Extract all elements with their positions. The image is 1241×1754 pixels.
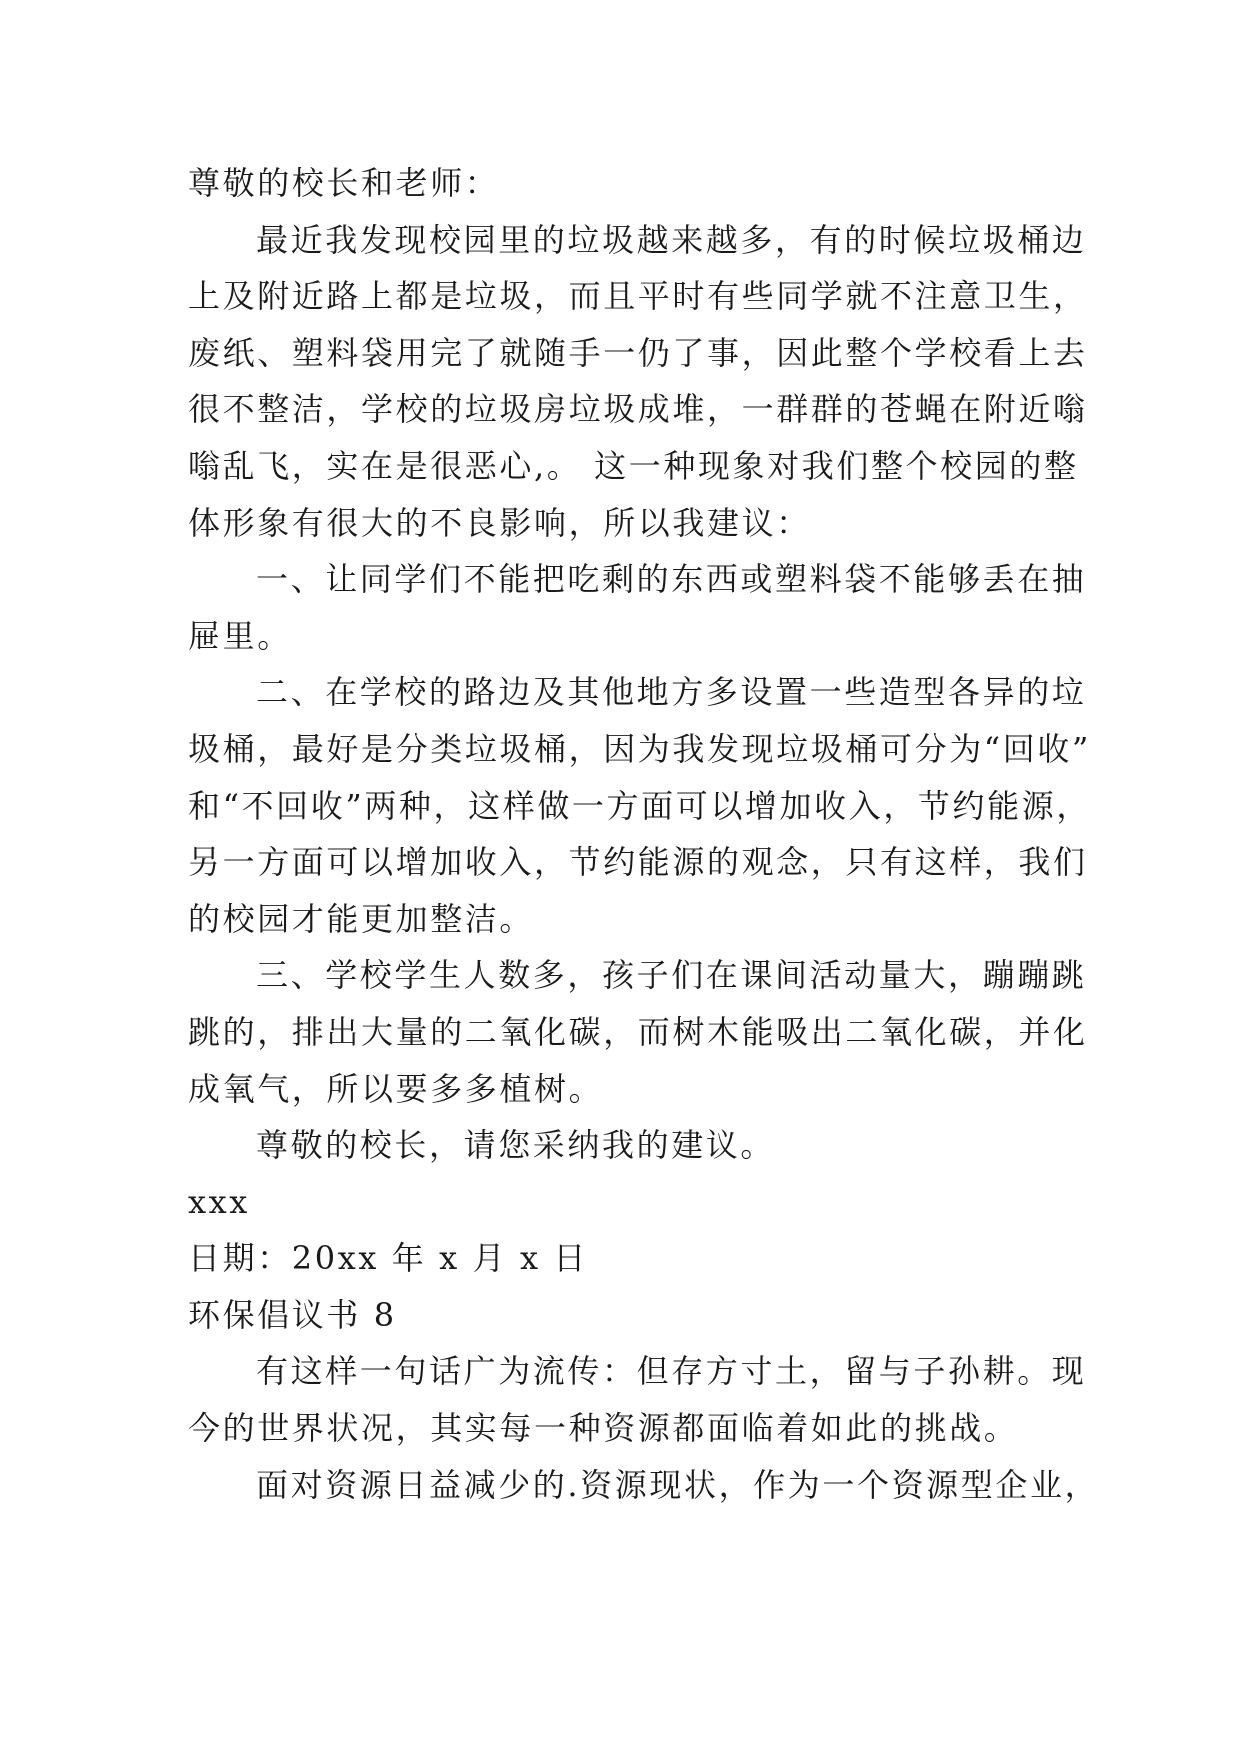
suggestion-two-line: 圾桶，最好是分类垃圾桶，因为我发现垃圾桶可分为“回收” [188, 729, 1091, 768]
suggestion-two-line: 二、在学校的路边及其他地方多设置一些造型各异的垃 [256, 673, 1087, 712]
section-title: 环保倡议书 8 [188, 1295, 397, 1334]
document-body [188, 155, 1100, 1513]
paragraph-line: 废纸、塑料袋用完了就随手一仍了事，因此整个学校看上去 [188, 333, 1088, 372]
suggestion-one-line: 一、让同学们不能把吃剩的东西或塑料袋不能够丢在抽 [256, 560, 1087, 599]
signature-line: xxx [188, 1182, 250, 1221]
paragraph-line: 上及附近路上都是垃圾，而且平时有些同学就不注意卫生， [188, 277, 1088, 316]
paragraph-line: 今的世界状况，其实每一种资源都面临着如此的挑战。 [188, 1409, 1019, 1448]
paragraph-line: 最近我发现校园里的垃圾越来越多，有的时候垃圾桶边 [256, 220, 1087, 259]
date-line: 日期：20xx 年 x 月 x 日 [188, 1239, 588, 1278]
paragraph-line: 嗡乱飞，实在是很恶心,。 这一种现象对我们整个校园的整 [188, 446, 1079, 485]
greeting-line: 尊敬的校长和老师： [188, 164, 500, 202]
suggestion-one-line: 屉里。 [188, 616, 292, 655]
suggestion-two-line: 的校园才能更加整洁。 [188, 899, 535, 938]
suggestion-three-line: 三、学校学生人数多，孩子们在课间活动量大，蹦蹦跳 [256, 956, 1087, 995]
closing-line: 尊敬的校长，请您采纳我的建议。 [256, 1126, 776, 1165]
suggestion-three-line: 成氧气，所以要多多植树。 [188, 1069, 604, 1108]
paragraph-line: 有这样一句话广为流传：但存方寸土，留与子孙耕。现 [256, 1352, 1087, 1391]
paragraph-line: 很不整洁，学校的垃圾房垃圾成堆，一群群的苍蝇在附近嗡 [188, 390, 1088, 429]
suggestion-three-line: 跳的，排出大量的二氧化碳，而树木能吸出二氧化碳，并化 [188, 1012, 1088, 1051]
paragraph-line: 体形象有很大的不良影响，所以我建议： [188, 503, 811, 542]
paragraph-line: 面对资源日益减少的.资源现状，作为一个资源型企业， [256, 1465, 1100, 1504]
suggestion-two-line: 和“不回收”两种，这样做一方面可以增加收入，节约能源， [188, 786, 1091, 825]
suggestion-two-line: 另一方面可以增加收入，节约能源的观念，只有这样，我们 [188, 843, 1088, 882]
